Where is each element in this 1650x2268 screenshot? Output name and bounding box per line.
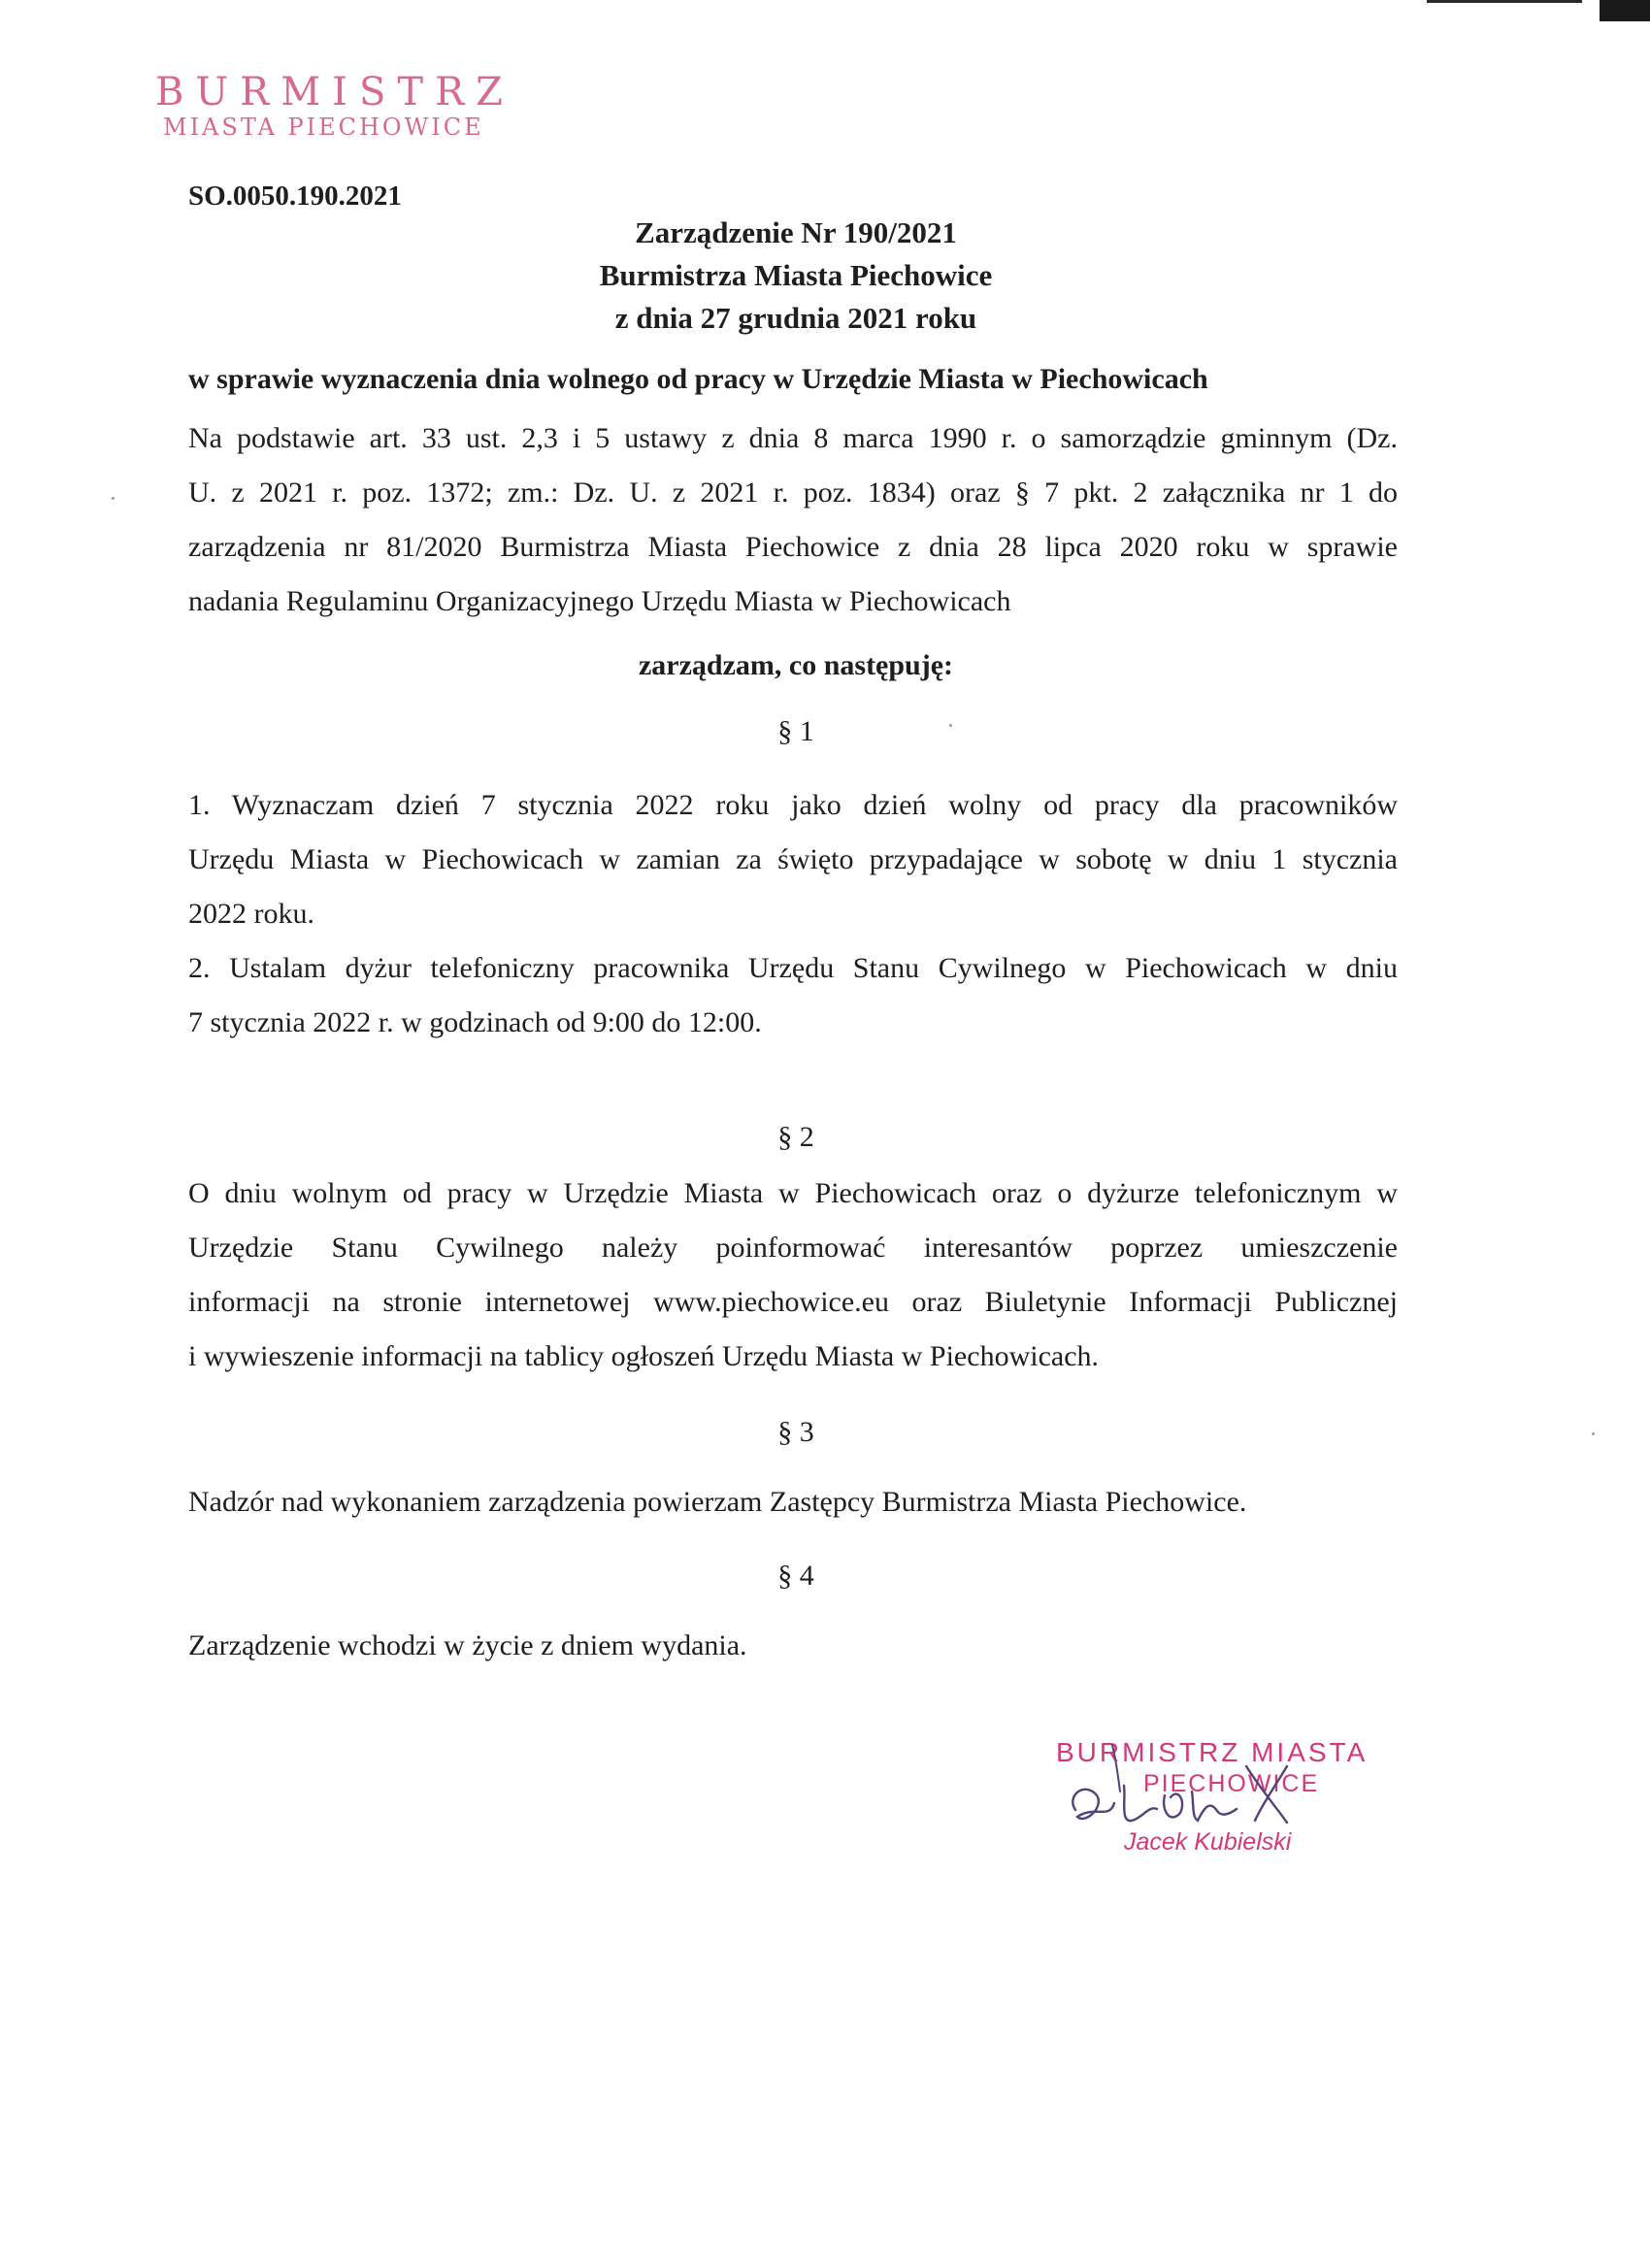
section-2-line: i wywieszenie informacji na tablicy ogłoszeń Urzędu Miasta w Piechowicach. [188, 1340, 1100, 1372]
section-3-heading: § 3 [777, 1416, 814, 1448]
sig-stamp-line-2: PIECHOWICE [1143, 1770, 1320, 1797]
stamp-line-2: MIASTA PIECHOWICE [163, 114, 484, 141]
section-2-line: informacji na stronie internetowej www.piechowice.eu oraz Biuletynie Informacji Publicznej [188, 1286, 1398, 1318]
title-line-2: Burmistrza Miasta Piechowice [599, 258, 993, 292]
sig-stamp-name: Jacek Kubielski [1124, 1828, 1292, 1856]
handwritten-signature [1056, 1727, 1405, 1873]
preamble-line: U. z 2021 r. poz. 1372; zm.: Dz. U. z 2021 r. poz. 1834) oraz § 7 pkt. 2 załącznika nr 1 do [188, 477, 1398, 509]
section-1-line: 7 stycznia 2022 r. w godzinach od 9:00 do 12:00. [188, 1006, 762, 1038]
section-2-heading: § 2 [777, 1121, 814, 1153]
title-line-1: Zarządzenie Nr 190/2021 [635, 215, 957, 249]
section-1-heading: § 1 [777, 715, 814, 747]
decree-line: zarządzam, co następuję: [638, 649, 954, 681]
preamble [188, 411, 1398, 629]
scan-edge-line [1427, 0, 1582, 3]
mayor-stamp-top [155, 70, 514, 140]
stamp-line-1: BURMISTRZ [155, 70, 514, 115]
preamble-line: nadania Regulaminu Organizacyjnego Urzędu Miasta w Piechowicach [188, 585, 1011, 617]
scan-speck [1592, 1432, 1595, 1435]
preamble-line: zarządzenia nr 81/2020 Burmistrza Miasta Piechowice z dnia 28 lipca 2020 roku w sprawie [188, 531, 1398, 563]
section-2-line: Urzędzie Stanu Cywilnego należy poinformować interesantów poprzez umieszczenie [188, 1232, 1398, 1264]
subject-line: w sprawie wyznaczenia dnia wolnego od pracy w Urzędzie Miasta w Piechowicach [188, 363, 1208, 395]
section-2-body [188, 1167, 1398, 1384]
scan-speck [112, 497, 115, 500]
scan-corner-mark [1600, 0, 1650, 21]
title-line-3: z dnia 27 grudnia 2021 roku [614, 301, 977, 335]
section-4-text: Zarządzenie wchodzi w życie z dniem wydania. [188, 1629, 747, 1661]
sig-stamp-line-1: BURMISTRZ MIASTA [1056, 1737, 1369, 1767]
signature-stamp [1056, 1727, 1405, 1873]
section-4-heading: § 4 [777, 1560, 814, 1592]
section-2-line: O dniu wolnym od pracy w Urzędzie Miasta w Piechowicach oraz o dyżurze telefonicznym w [188, 1177, 1398, 1209]
section-1-line: 2. Ustalam dyżur telefoniczny pracownika Urzędu Stanu Cywilnego w Piechowicach w dniu [188, 952, 1398, 984]
section-1-line: Urzędu Miasta w Piechowicach w zamian za święto przypadające w sobotę w dniu 1 stycznia [188, 843, 1398, 875]
preamble-line: Na podstawie art. 33 ust. 2,3 i 5 ustawy z dnia 8 marca 1990 r. o samorządzie gminnym (Dz. [188, 422, 1398, 454]
section-1-line: 1. Wyznaczam dzień 7 stycznia 2022 roku jako dzień wolny od pracy dla pracowników [188, 789, 1398, 821]
section-1-body [188, 778, 1398, 1050]
document-reference: SO.0050.190.2021 [188, 181, 402, 212]
section-3-text: Nadzór nad wykonaniem zarządzenia powierzam Zastępcy Burmistrza Miasta Piechowice. [188, 1486, 1247, 1518]
section-1-line: 2022 roku. [188, 898, 314, 930]
